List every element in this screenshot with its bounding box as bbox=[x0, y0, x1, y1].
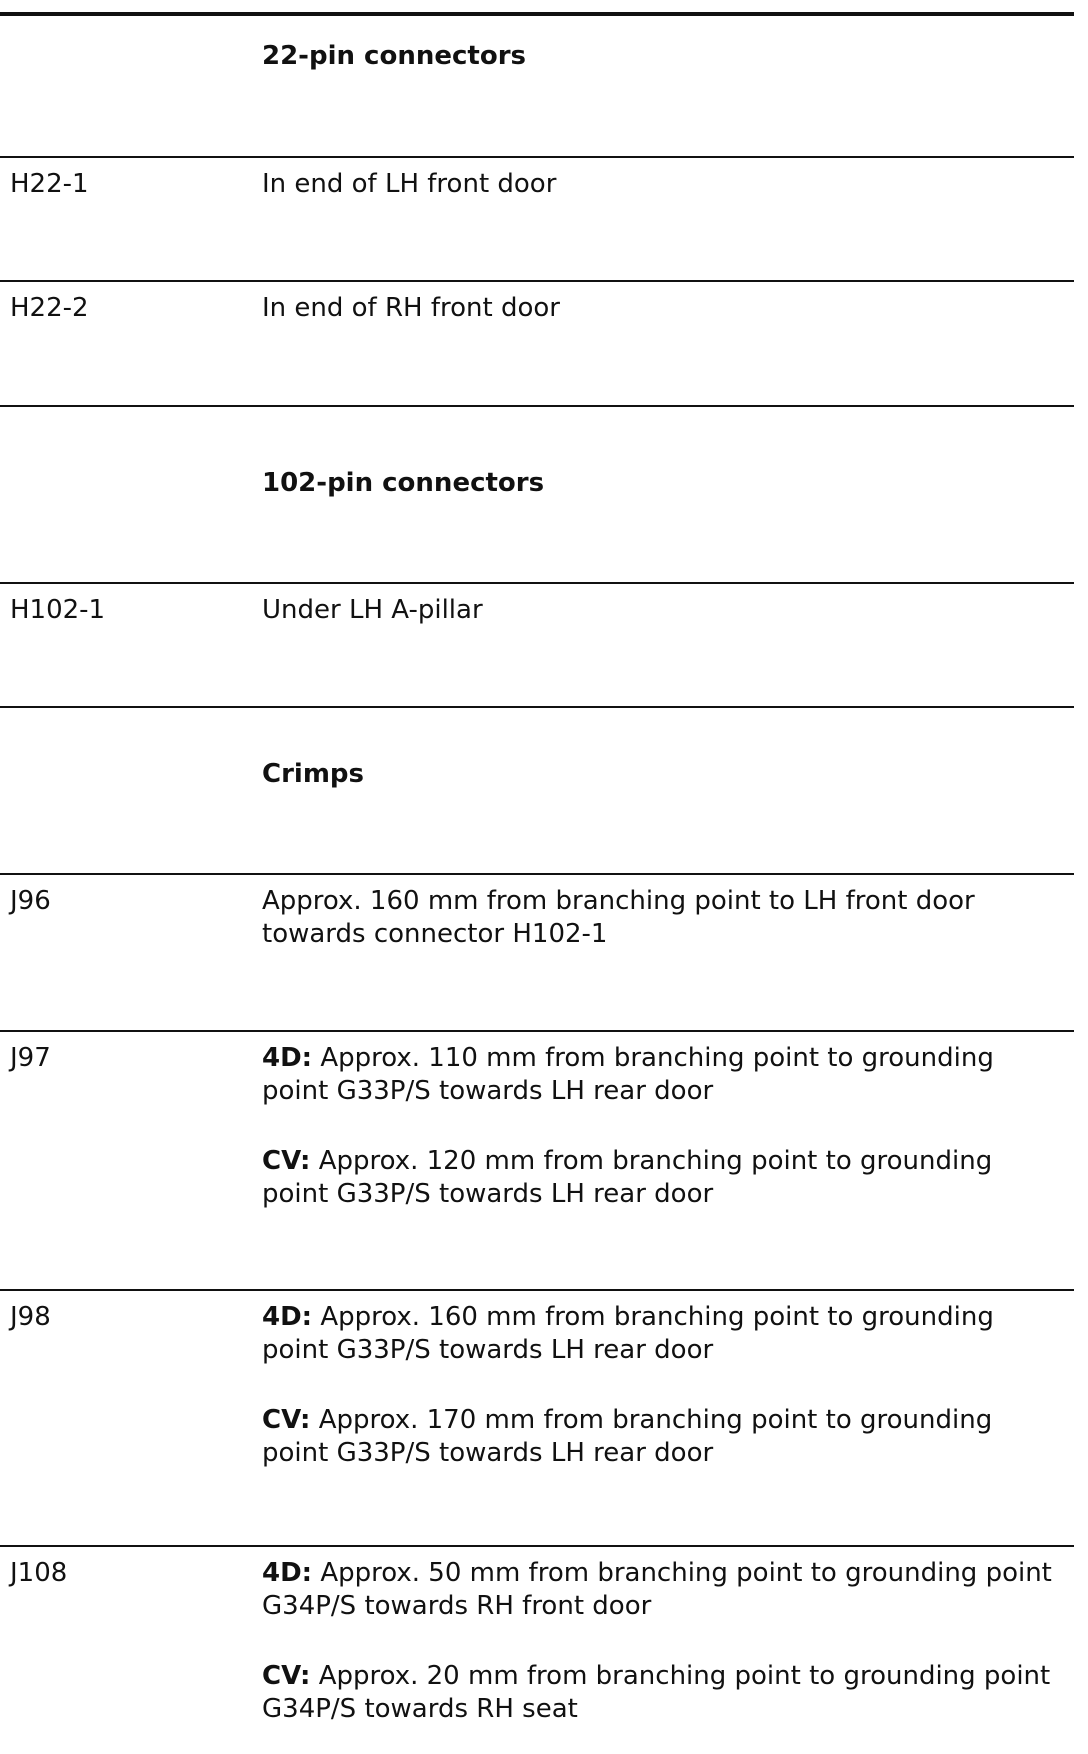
variant-label: 4D: bbox=[262, 1043, 313, 1073]
crimp-code: J96 bbox=[10, 886, 51, 916]
variant-4d bbox=[262, 1042, 1062, 1108]
variant-label: 4D: bbox=[262, 1558, 313, 1588]
variant-label: 4D: bbox=[262, 1302, 313, 1332]
variant-text: Approx. 160 mm from branching point to grounding point G33P/S towards LH rear door bbox=[262, 1302, 994, 1365]
variant-label: CV: bbox=[262, 1661, 311, 1691]
crimp-code: J98 bbox=[10, 1302, 51, 1332]
crimp-code: J97 bbox=[10, 1043, 51, 1073]
variant-4d bbox=[262, 1557, 1062, 1623]
location-description: Approx. 160 mm from branching point to LH front door towards connector H102-1 bbox=[262, 886, 975, 949]
location-description bbox=[262, 1042, 1062, 1211]
table-divider bbox=[0, 1289, 1074, 1291]
table-divider bbox=[0, 582, 1074, 584]
table-divider bbox=[0, 1030, 1074, 1032]
section-heading: 102-pin connectors bbox=[262, 468, 545, 498]
table-divider bbox=[0, 280, 1074, 282]
variant-cv bbox=[262, 1404, 1062, 1470]
section-heading: 22-pin connectors bbox=[262, 41, 526, 71]
variant-text: Approx. 170 mm from branching point to grounding point G33P/S towards LH rear door bbox=[262, 1405, 993, 1468]
variant-text: Approx. 20 mm from branching point to grounding point G34P/S towards RH seat bbox=[262, 1661, 1051, 1724]
location-description bbox=[262, 1557, 1062, 1726]
crimp-code: J108 bbox=[10, 1558, 68, 1588]
variant-cv bbox=[262, 1145, 1062, 1211]
variant-label: CV: bbox=[262, 1405, 311, 1435]
table-divider bbox=[0, 405, 1074, 407]
table-divider bbox=[0, 1545, 1074, 1547]
section-heading: Crimps bbox=[262, 759, 364, 789]
variant-label: CV: bbox=[262, 1146, 311, 1176]
location-description: Under LH A-pillar bbox=[262, 595, 483, 625]
variant-text: Approx. 120 mm from branching point to grounding point G33P/S towards LH rear door bbox=[262, 1146, 993, 1209]
variant-text: Approx. 110 mm from branching point to grounding point G33P/S towards LH rear door bbox=[262, 1043, 994, 1106]
table-divider bbox=[0, 12, 1074, 16]
connector-code: H102-1 bbox=[10, 595, 106, 625]
connector-code: H22-2 bbox=[10, 293, 89, 323]
table-divider bbox=[0, 873, 1074, 875]
location-description bbox=[262, 1301, 1062, 1470]
variant-4d bbox=[262, 1301, 1062, 1367]
table-divider bbox=[0, 706, 1074, 708]
table-divider bbox=[0, 156, 1074, 158]
variant-text: Approx. 50 mm from branching point to grounding point G34P/S towards RH front door bbox=[262, 1558, 1052, 1621]
variant-cv bbox=[262, 1660, 1062, 1726]
connector-code: H22-1 bbox=[10, 169, 89, 199]
location-description: In end of LH front door bbox=[262, 169, 557, 199]
location-description: In end of RH front door bbox=[262, 293, 560, 323]
